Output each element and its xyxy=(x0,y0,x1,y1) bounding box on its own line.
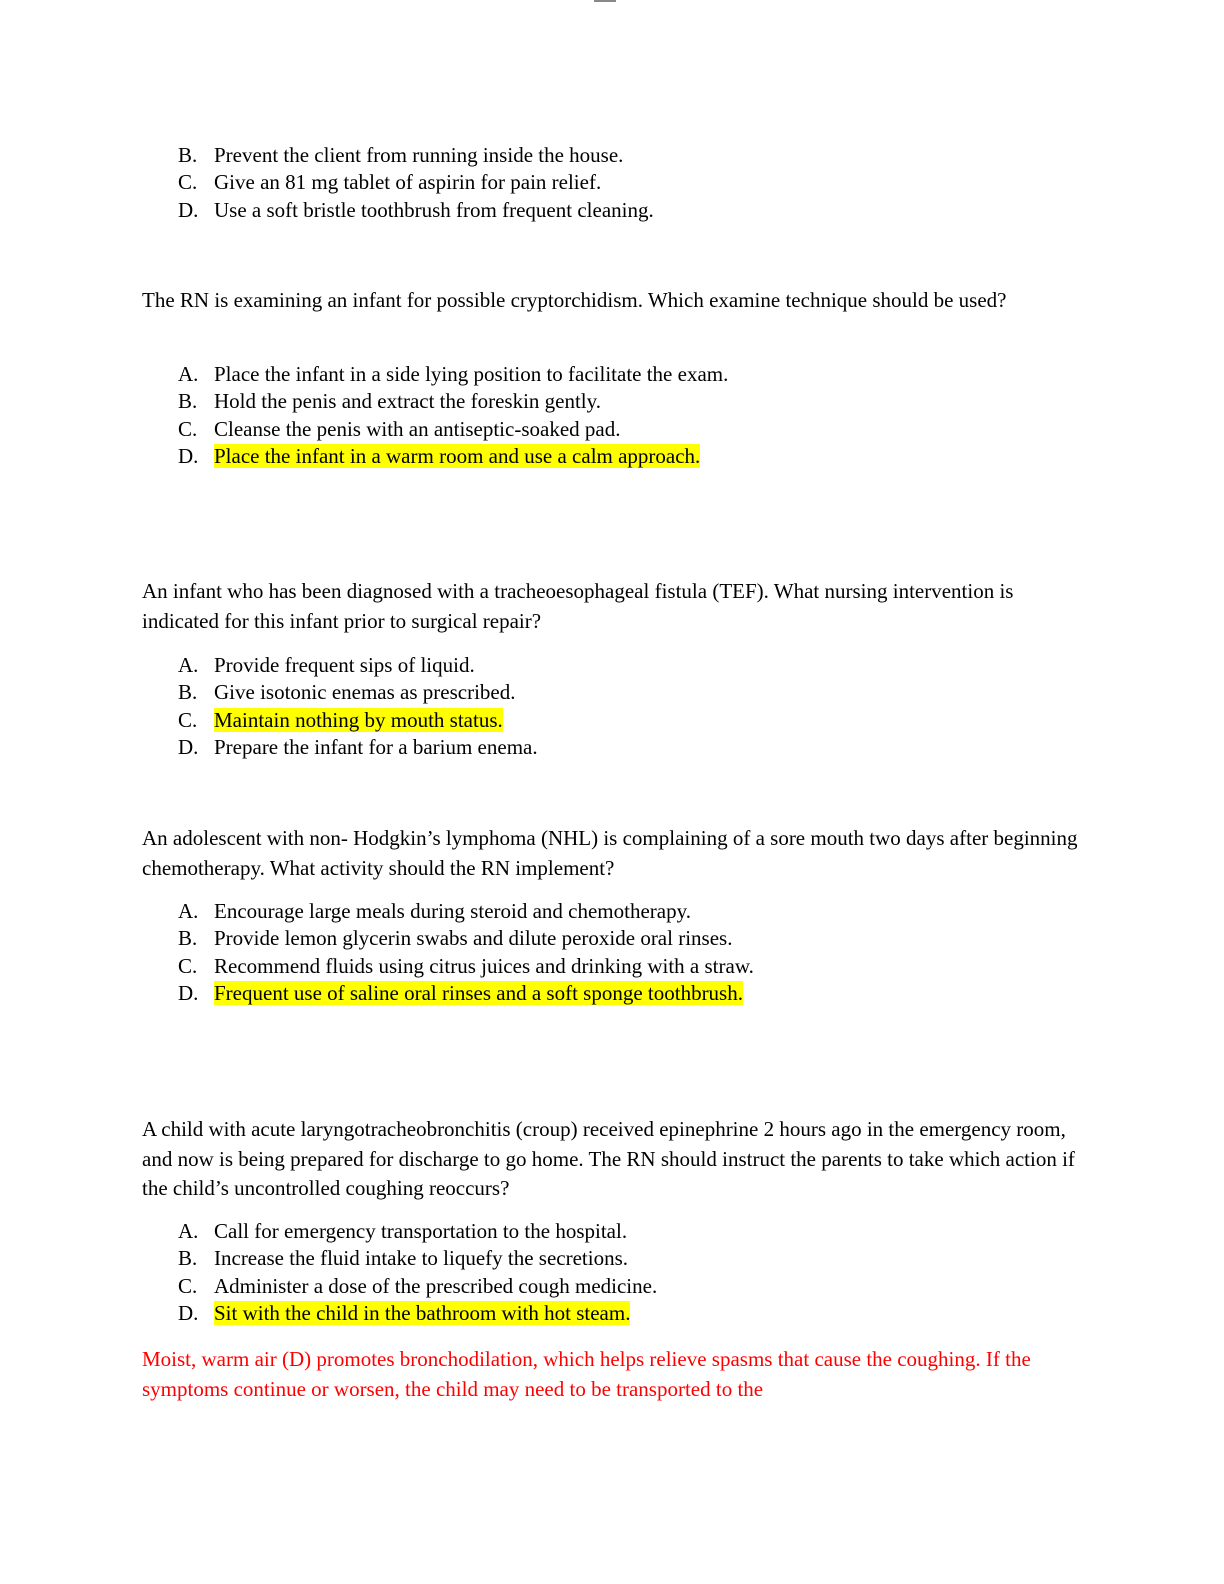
options-list xyxy=(178,361,1078,471)
option-b xyxy=(178,142,1078,169)
option-letter: B. xyxy=(178,1246,198,1271)
options-list xyxy=(178,898,1078,1008)
option-letter: D. xyxy=(178,444,199,469)
option-letter: C. xyxy=(178,953,198,978)
question-stem: An adolescent with non- Hodgkin’s lymphoma (NHL) is complaining of a sore mouth two days after beginning chemotherapy. What activity should the RN implement? xyxy=(142,826,1078,880)
option-c xyxy=(178,169,1078,196)
options-list xyxy=(178,652,1078,762)
highlighted-answer: Maintain nothing by mouth status. xyxy=(214,707,503,732)
option-letter: A. xyxy=(178,362,199,386)
option-d xyxy=(178,734,1078,761)
option-letter: A. xyxy=(178,653,199,677)
option-text: Recommend fluids using citrus juices and drinking with a straw. xyxy=(214,953,754,978)
option-text: Place the infant in a side lying position to facilitate the exam. xyxy=(214,362,729,386)
option-letter: D. xyxy=(178,1301,199,1326)
option-d xyxy=(178,443,1078,470)
option-a xyxy=(178,361,1078,388)
option-letter: B. xyxy=(178,680,198,705)
question-stem: A child with acute laryngotracheobronchitis (croup) received epinephrine 2 hours ago in the emergency room, and now is being prepared for discharge to go home. The RN should instruct the parents to take which action if the child’s uncontrolled coughing reoccurs? xyxy=(142,1117,1075,1200)
option-letter: C. xyxy=(178,170,198,195)
option-text: Increase the fluid intake to liquefy the secretions. xyxy=(214,1246,629,1271)
option-text: Give an 81 mg tablet of aspirin for pain relief. xyxy=(214,170,602,195)
option-letter: C. xyxy=(178,416,198,441)
question-stem: The RN is examining an infant for possible cryptorchidism. Which examine technique should be used? xyxy=(142,288,1007,312)
option-b xyxy=(178,925,1078,952)
option-c xyxy=(178,707,1078,734)
option-text: Prepare the infant for a barium enema. xyxy=(214,735,538,760)
option-letter: D. xyxy=(178,981,199,1006)
option-c xyxy=(178,1273,1078,1300)
option-letter: D. xyxy=(178,197,199,222)
option-c xyxy=(178,953,1078,980)
highlighted-answer: Frequent use of saline oral rinses and a soft sponge toothbrush. xyxy=(214,981,743,1006)
option-letter: A. xyxy=(178,1219,199,1243)
option-letter: C. xyxy=(178,707,198,732)
answer-rationale: Moist, warm air (D) promotes bronchodilation, which helps relieve spasms that cause the coughing. If the symptoms continue or worsen, the child may need to be transported to the xyxy=(142,1347,1031,1401)
option-a xyxy=(178,1218,1078,1245)
option-b xyxy=(178,1245,1078,1272)
option-text: Prevent the client from running inside the house. xyxy=(214,143,624,167)
option-text: Cleanse the penis with an antiseptic-soaked pad. xyxy=(214,416,621,441)
option-d xyxy=(178,1300,1078,1327)
option-letter: D. xyxy=(178,735,199,760)
option-d xyxy=(178,980,1078,1007)
option-text: Call for emergency transportation to the hospital. xyxy=(214,1219,628,1243)
option-letter: C. xyxy=(178,1273,198,1298)
option-letter: B. xyxy=(178,926,198,951)
highlighted-answer: Sit with the child in the bathroom with hot steam. xyxy=(214,1301,631,1326)
option-text: Administer a dose of the prescribed cough medicine. xyxy=(214,1273,658,1298)
option-d xyxy=(178,197,1078,224)
option-text: Provide lemon glycerin swabs and dilute peroxide oral rinses. xyxy=(214,926,733,951)
option-letter: B. xyxy=(178,143,198,167)
option-text: Give isotonic enemas as prescribed. xyxy=(214,680,516,705)
option-text: Provide frequent sips of liquid. xyxy=(214,653,475,677)
option-letter: B. xyxy=(178,389,198,414)
options-list xyxy=(178,1218,1078,1328)
option-text: Encourage large meals during steroid and chemotherapy. xyxy=(214,899,691,923)
option-b xyxy=(178,388,1078,415)
option-text: Hold the penis and extract the foreskin gently. xyxy=(214,389,602,414)
question-stem: An infant who has been diagnosed with a tracheoesophageal fistula (TEF). What nursing intervention is indicated for this infant prior to surgical repair? xyxy=(142,579,1014,633)
option-b xyxy=(178,679,1078,706)
option-a xyxy=(178,898,1078,925)
option-letter: A. xyxy=(178,899,199,923)
option-a xyxy=(178,652,1078,679)
options-list xyxy=(178,142,1078,224)
header-mark xyxy=(594,0,616,2)
option-c xyxy=(178,416,1078,443)
highlighted-answer: Place the infant in a warm room and use a calm approach. xyxy=(214,444,701,469)
option-text: Use a soft bristle toothbrush from frequent cleaning. xyxy=(214,197,654,222)
